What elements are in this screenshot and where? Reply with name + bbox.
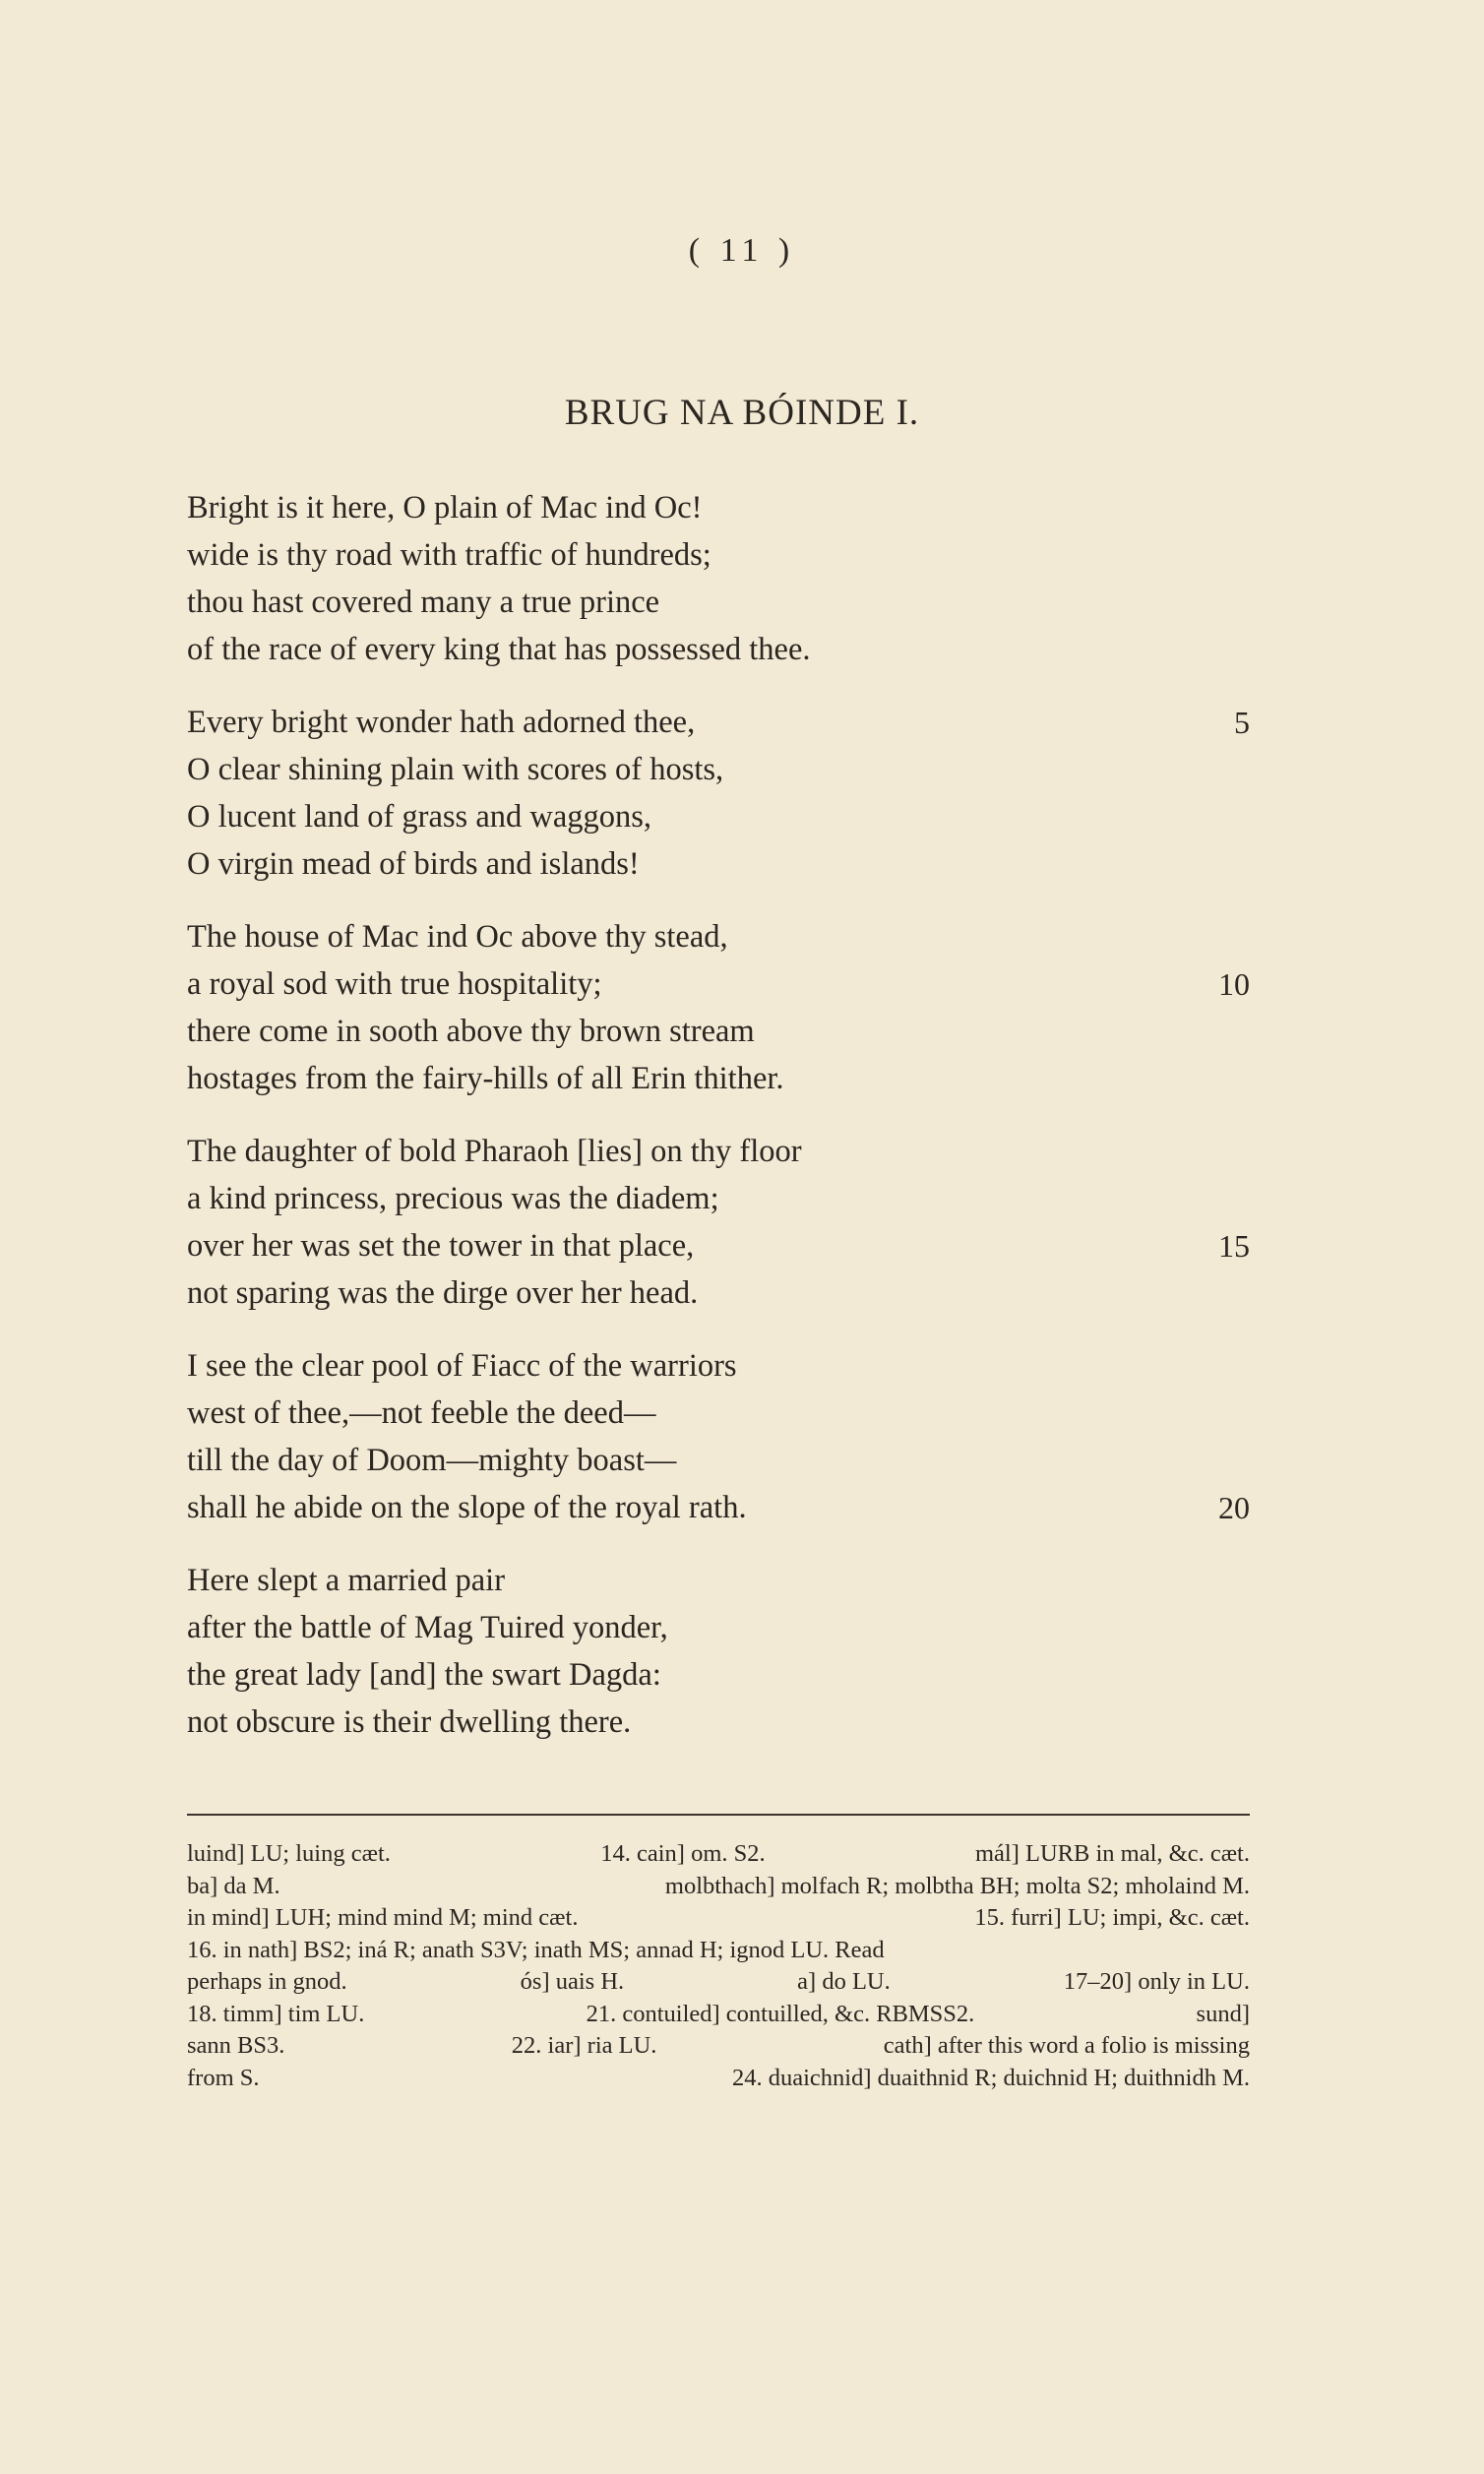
verse-text: the great lady [and] the swart Dagda: <box>187 1657 661 1693</box>
verse-text: I see the clear pool of Fiacc of the warriors <box>187 1348 737 1384</box>
verse-text: over her was set the tower in that place, <box>187 1228 695 1264</box>
stanza <box>187 1342 1250 1531</box>
note-line <box>187 1966 1250 1999</box>
verse-text: The house of Mac ind Oc above thy stead, <box>187 919 728 955</box>
note-entry: 24. duaichnid] duaithnid R; duichnid H; duithnidh M. <box>731 2064 1250 2091</box>
line-number: 5 <box>1234 705 1250 740</box>
verse-line <box>187 793 1250 840</box>
note-entry: molbthach] molfach R; molbtha BH; molta S2; mholaind M. <box>664 1872 1250 1899</box>
note-entry: 15. furri] LU; impi, &c. cæt. <box>974 1904 1250 1931</box>
verse-text: not sparing was the dirge over her head. <box>187 1275 699 1311</box>
note-entry: sann BS3. <box>187 2032 285 2059</box>
note-line <box>187 2030 1250 2063</box>
verse-line <box>187 626 1250 673</box>
verse-text: wide is thy road with traffic of hundreds; <box>187 537 711 573</box>
note-line <box>187 1902 1250 1935</box>
verse-line <box>187 579 1250 626</box>
stanza <box>187 1128 1250 1317</box>
verse-line <box>187 1128 1250 1175</box>
stanza <box>187 1557 1250 1746</box>
verse-line <box>187 1651 1250 1699</box>
verse-text: O virgin mead of birds and islands! <box>187 846 640 882</box>
note-entry: 16. in nath] BS2; iná R; anath S3V; inath MS; annad H; ignod LU. Read <box>187 1936 885 1963</box>
verse-line <box>187 1055 1250 1102</box>
verse-text: shall he abide on the slope of the royal rath. <box>187 1490 747 1525</box>
verse-text: Here slept a married pair <box>187 1563 506 1598</box>
verse-line <box>187 1557 1250 1604</box>
verse-line <box>187 1437 1250 1484</box>
verse-line <box>187 1222 1250 1269</box>
note-entry: ós] uais H. <box>520 1968 625 1995</box>
note-entry: 17–20] only in LU. <box>1063 1968 1250 1995</box>
note-entry: perhaps in gnod. <box>187 1968 347 1995</box>
note-entry: 14. cain] om. S2. <box>600 1840 766 1867</box>
verse-line <box>187 531 1250 579</box>
line-number: 20 <box>1218 1490 1250 1525</box>
note-entry: 18. timm] tim LU. <box>187 2000 365 2027</box>
note-line <box>187 1838 1250 1871</box>
verse-line <box>187 1484 1250 1531</box>
footnote-rule <box>187 1814 1250 1816</box>
verse-line <box>187 1342 1250 1390</box>
poem-body <box>187 484 1250 1771</box>
note-entry: from S. <box>187 2064 260 2091</box>
note-entry: 22. iar] ria LU. <box>511 2032 657 2059</box>
note-entry: sund] <box>1196 2000 1250 2027</box>
line-number: 10 <box>1218 966 1250 1002</box>
verse-line <box>187 913 1250 960</box>
note-line <box>187 1871 1250 1903</box>
note-entry: 21. contuiled] contuilled, &c. RBMSS2. <box>586 2000 975 2027</box>
verse-text: after the battle of Mag Tuired yonder, <box>187 1610 668 1645</box>
verse-line <box>187 1390 1250 1437</box>
note-line <box>187 1999 1250 2031</box>
verse-text: a kind princess, precious was the diadem; <box>187 1181 719 1216</box>
verse-text: of the race of every king that has possessed thee. <box>187 632 811 667</box>
note-entry: in mind] LUH; mind mind M; mind cæt. <box>187 1904 579 1931</box>
verse-line <box>187 1699 1250 1746</box>
stanza <box>187 699 1250 888</box>
verse-text: Bright is it here, O plain of Mac ind Oc! <box>187 490 703 526</box>
verse-text: a royal sod with true hospitality; <box>187 966 602 1002</box>
verse-line <box>187 746 1250 793</box>
note-entry: luind] LU; luing cæt. <box>187 1840 391 1867</box>
verse-line <box>187 699 1250 746</box>
verse-line <box>187 1008 1250 1055</box>
verse-line <box>187 840 1250 888</box>
verse-text: O clear shining plain with scores of hosts, <box>187 752 724 787</box>
verse-line <box>187 484 1250 531</box>
textual-notes <box>187 1838 1250 2094</box>
verse-line <box>187 1175 1250 1222</box>
poem-title: BRUG NA BÓINDE I. <box>564 393 920 433</box>
verse-text: hostages from the fairy-hills of all Erin thither. <box>187 1061 784 1096</box>
page-number: ( 11 ) <box>688 232 796 269</box>
verse-text: O lucent land of grass and waggons, <box>187 799 652 835</box>
verse-line <box>187 1604 1250 1651</box>
verse-text: west of thee,—not feeble the deed— <box>187 1395 656 1431</box>
verse-line <box>187 960 1250 1008</box>
verse-line <box>187 1269 1250 1317</box>
verse-text: thou hast covered many a true prince <box>187 585 660 620</box>
verse-text: there come in sooth above thy brown stream <box>187 1014 755 1049</box>
verse-text: till the day of Doom—mighty boast— <box>187 1443 677 1478</box>
note-line <box>187 2063 1250 2095</box>
note-entry: mál] LURB in mal, &c. cæt. <box>975 1840 1250 1867</box>
line-number: 15 <box>1218 1228 1250 1264</box>
note-entry: ba] da M. <box>187 1872 280 1899</box>
note-entry: a] do LU. <box>797 1968 891 1995</box>
note-entry: cath] after this word a folio is missing <box>883 2032 1250 2059</box>
stanza <box>187 913 1250 1102</box>
stanza <box>187 484 1250 673</box>
verse-text: The daughter of bold Pharaoh [lies] on thy floor <box>187 1134 802 1169</box>
verse-text: not obscure is their dwelling there. <box>187 1704 632 1740</box>
note-line <box>187 1935 1250 1967</box>
verse-text: Every bright wonder hath adorned thee, <box>187 705 696 740</box>
